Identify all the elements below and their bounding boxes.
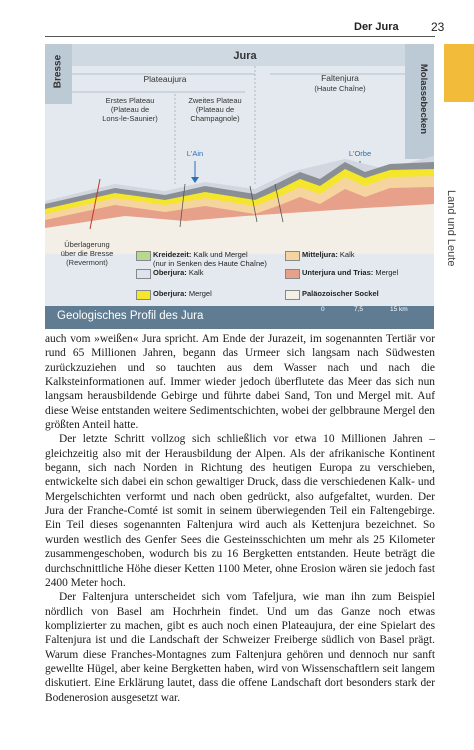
- overlap-note-line2: über die Bresse: [60, 249, 114, 258]
- faltenjura-sublabel: (Haute Chaîne): [314, 84, 366, 93]
- overlap-note-line3: (Revermont): [66, 258, 108, 267]
- paragraph-1: auch vom »weißen« Jura spricht. Am Ende der Jurazeit, im sogenannten Tertiär vor rund 65 Millionen Jahren, begann das Urmeer sich langsam nach Südwesten zurückzuziehen und so tauchten aus dem Wasser nach und nach die Kalksteinformationen auf. Immer wieder jedoch überflutete das Meer das sich nun langsam herausbildende Gebirge und führte dabei Sand, Ton und Mergel mit. Auf diese Weise entstanden weitere Sedimentschichten, wobei der gelbbraune Mergel den größten Anteil hatte.: [45, 333, 435, 432]
- scale-mid: 7,5: [354, 306, 364, 313]
- legend-unterjura: Unterjura und Trias: Mergel: [302, 268, 399, 277]
- legend-mitteljura: Mitteljura: Kalk: [302, 250, 355, 259]
- plateau2-line2: (Plateau de: [195, 105, 235, 114]
- legend-swatch-oberjura-mergel: [136, 290, 151, 300]
- body-text: [45, 332, 435, 705]
- section-tab: [444, 44, 474, 102]
- bresse-label: Bresse: [52, 54, 64, 89]
- overlap-note-line1: Überlagerung: [64, 240, 110, 249]
- legend-swatch-sockel: [285, 290, 300, 300]
- river-orbe-label: L'Orbe: [348, 149, 372, 158]
- figure-caption: Geologisches Profil des Jura: [57, 310, 204, 322]
- paragraph-2: Der letzte Schritt vollzog sich schließlich vor etwa 10 Millionen Jahren – gleichzeitig also mit der Herausbildung der Alpen. Als der afrikanische Kontinent begann, sich nach Norden in Richtung des heutigen Europa zu verschieben, entwickelte sich dabei ein schon gewaltiger Druck, dass die verschiedenen Kalk- und Mergelschichten verformt und nach oben gedrückt, also aufgefaltet, wurden. Der Jura der Franche-Comté ist somit in seinem überwiegenden Teil ein Faltengebirge. Ein Teil dieses sogenannten Faltenjura wird auch als Kettenjura bezeichnet. So wurden westlich des Genfer Sees die Gesteinsschichten um mehr als 25 Kilometer zusammengeschoben, wodurch bis zu 16 Bergketten entstanden. Heute beträgt die durchschnittliche Höhe dieser Ketten 1100 Meter, ohne Erosion wären sie jedoch fast 2400 Meter hoch.: [45, 433, 435, 589]
- plateau1-line2: (Plateau de: [110, 105, 150, 114]
- scale-zero: 0: [321, 306, 325, 313]
- legend-kreide: Kreidezeit: Kalk und Mergel (nur in Senken des Haute Chaîne): [153, 250, 267, 268]
- running-header: Der Jura: [354, 21, 399, 33]
- plateau1-line1: Erstes Plateau: [105, 96, 155, 105]
- molasse-label: Molassebecken: [418, 63, 429, 135]
- page-number: 23: [431, 20, 445, 34]
- legend-swatch-mitteljura: [285, 251, 300, 261]
- plateau2-line1: Zweites Plateau: [188, 96, 242, 105]
- plateaujura-label: Plateaujura: [143, 74, 187, 84]
- legend-sockel: Paläozoischer Sockel: [302, 289, 379, 298]
- legend-swatch-oberjura-kalk: [136, 269, 151, 279]
- scale-end: 15 km: [390, 306, 408, 313]
- river-ain-label: L'Ain: [186, 149, 204, 158]
- plateau1-line3: Lons-le-Saunier): [102, 114, 158, 123]
- header-rule: [45, 36, 435, 37]
- legend-swatch-kreide: [136, 251, 151, 261]
- plateau2-line3: Champagnole): [190, 114, 240, 123]
- geological-profile-figure: [45, 44, 434, 329]
- jura-title: Jura: [233, 50, 257, 62]
- section-tab-label: Land und Leute: [445, 190, 457, 267]
- paragraph-3: Der Faltenjura unterscheidet sich vom Tafeljura, wie man ihn zum Beispiel nördlich von Basel am Hochrhein findet. Und um das Ganze noch etwas komplizierter zu machen, gibt es auch noch einen Plateaujura, der eine Spielart des Faltenjura ist und die Landschaft der Schweizer Freiberge südlich von Basel prägt. Warum diese Franches-Montagnes zum Faltenjura gehören und dennoch nur sanft gewellte Hügel, aber keine Bergketten haben, wird von Wissenschaftlern seit langem diskutiert. Eine Erklärung lautet, dass die offene Landschaft dort besonders stark der Bodenerosion ausgesetzt war.: [45, 591, 435, 704]
- faltenjura-label: Faltenjura: [321, 73, 359, 83]
- legend-oberjura-kalk: Oberjura: Kalk: [153, 268, 204, 277]
- legend-swatch-unterjura: [285, 269, 300, 279]
- legend-oberjura-mergel: Oberjura: Mergel: [153, 289, 212, 298]
